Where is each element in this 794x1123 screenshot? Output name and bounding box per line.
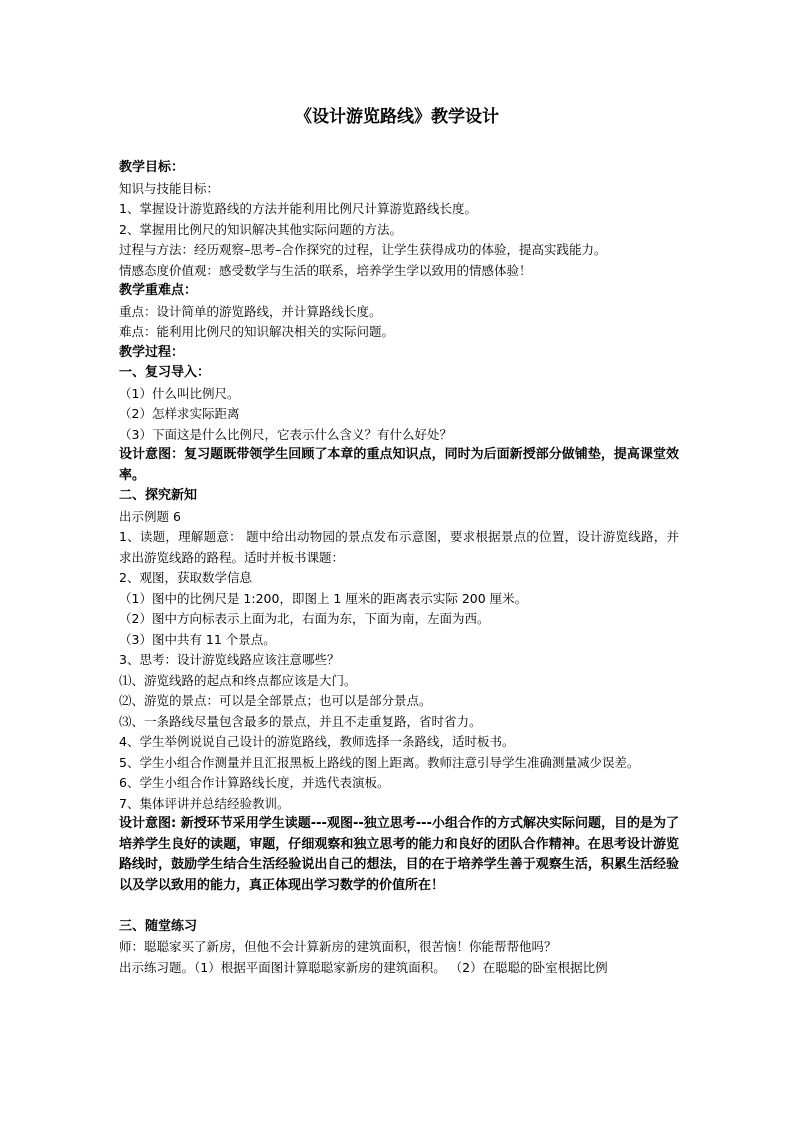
explore-heading: 二、探究新知 — [119, 488, 198, 503]
key-point-difficulty: 难点：能利用比例尺的知识解决相关的实际问题。 — [119, 324, 395, 339]
explore-substep: （2）图中方向标表示上面为北，右面为东，下面为南，左面为西。 — [119, 611, 490, 626]
example-label: 出示例题 6 — [119, 508, 181, 524]
practice-text: 师：聪聪家买了新房，但他不会计算新房的建筑面积，很苦恼！你能帮帮他吗？ — [119, 939, 557, 954]
explore-step: 7、集体评讲并总结经验教训。 — [119, 795, 290, 811]
explore-step: 6、学生小组合作计算路线长度，并选代表演板。 — [119, 775, 390, 790]
explore-substep: （3）图中共有 11 个景点。 — [119, 631, 276, 647]
blank-line — [119, 896, 679, 917]
practice-heading: 三、随堂练习 — [119, 918, 198, 934]
explore-substep: ⑴、游览线路的起点和终点都应该是大门。 — [119, 672, 357, 688]
explore-step: 1、读题，理解题意： 题中给出动物园的景点发布示意图，要求根据景点的位置，设计游览线路，并求出游览线路的路程。适时并板书课题： — [119, 529, 679, 565]
explore-step: 5、学生小组合作测量并且汇报黑板上路线的图上距离。教师注意引导学生准确测量减少误差。 — [119, 754, 640, 770]
emotion-objective: 情感态度价值观：感受数学与生活的联系，培养学生学以致用的情感体验！ — [119, 262, 532, 278]
process-heading: 教学过程： — [119, 344, 185, 360]
key-points-heading: 教学重难点： — [119, 283, 198, 298]
explore-step: 3、思考：设计游览线路应该注意哪些？ — [119, 652, 340, 667]
explore-substep: （1）图中的比例尺是 1:200，即图上 1 厘米的距离表示实际 200 厘米。 — [119, 590, 528, 606]
review-design-intent: 设计意图：复习题既带领学生回顾了本章的重点知识点，同时为后面新授部分做铺垫，提高课堂效率。 — [119, 447, 679, 483]
objective-item: 2、掌握用比例尺的知识解决其他实际问题的方法。 — [119, 221, 402, 237]
review-question: （3）下面这是什么比例尺，它表示什么含义？有什么好处？ — [119, 426, 452, 442]
document-title: 《设计游览路线》教学设计 — [295, 107, 499, 127]
review-question: （1）什么叫比例尺。 — [119, 385, 240, 401]
objectives-heading: 教学目标： — [119, 160, 185, 175]
key-point-focus: 重点：设计简单的游览路线，并计算路线长度。 — [119, 303, 382, 319]
explore-design-intent: 设计意图: 新授环节采用学生读题---观图--独立思考---小组合作的方式解决实际问题，目的是为了培养学生良好的读题，审题，仔细观察和独立思考的能力和良好的团队合作精神。在思考设计游览路线时，鼓励学生结合生活经验说出自己的想法，目的在于培养学生善于观察生活，积累生活经验以及学以致用的能力，真正体现出学习数学的价值所在！ — [119, 816, 679, 893]
explore-substep: ⑵、游览的景点：可以是全部景点；也可以是部分景点。 — [119, 693, 432, 708]
practice-text: 出示练习题。（1）根据平面图计算聪聪家新房的建筑面积。 （2）在聪聪的卧室根据比例 — [119, 959, 608, 975]
explore-step: 2、观图，获取数学信息 — [119, 570, 252, 585]
objective-item: 1、掌握设计游览路线的方法并能利用比例尺计算游览路线长度。 — [119, 201, 477, 216]
explore-substep: ⑶、一条路线尽量包含最多的景点，并且不走重复路，省时省力。 — [119, 713, 482, 729]
explore-step: 4、学生举例说说自己设计的游览路线，教师选择一条路线，适时板书。 — [119, 734, 515, 749]
document-body — [119, 158, 679, 978]
review-heading: 一、复习导入： — [119, 365, 211, 380]
process-method-objective: 过程与方法：经历观察–思考–合作探究的过程，让学生获得成功的体验，提高实践能力。 — [119, 242, 607, 257]
review-question: （2）怎样求实际距离 — [119, 406, 240, 421]
knowledge-heading: 知识与技能目标： — [119, 180, 220, 196]
